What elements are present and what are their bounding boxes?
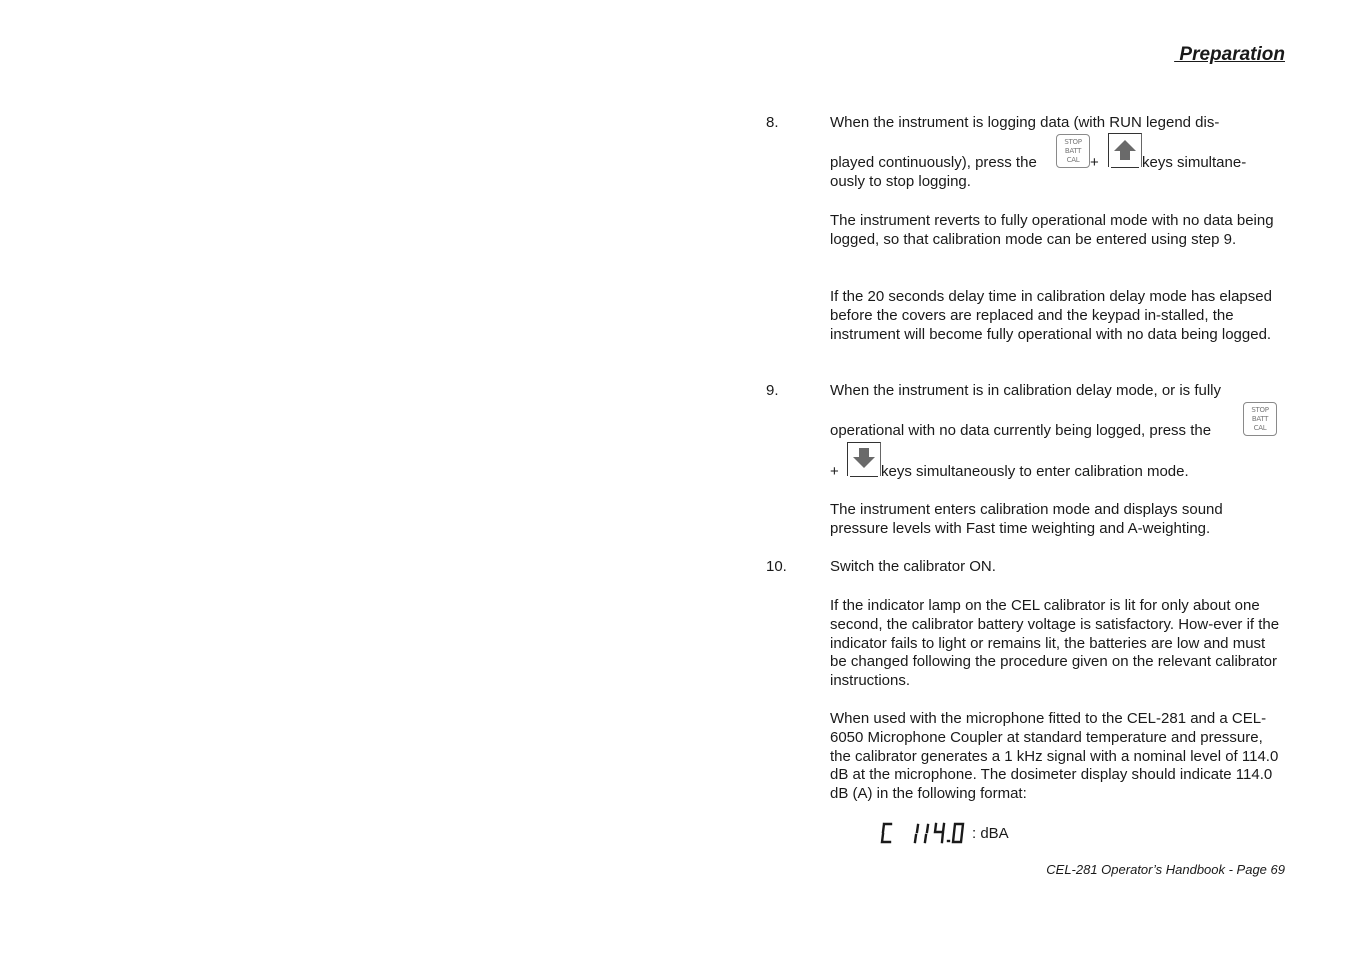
step-number-10: 10. bbox=[766, 558, 787, 575]
step-9-line2-pre: operational with no data currently being logged, press the bbox=[830, 422, 1212, 439]
step-number-8: 8. bbox=[766, 114, 779, 131]
plus-sign: + bbox=[1090, 154, 1099, 171]
stop-batt-cal-key-icon: STOP BATT CAL bbox=[1056, 134, 1090, 168]
step-10-paragraph-1: If the indicator lamp on the CEL calibrator is lit for only about one second, the calibrator battery voltage is satisfactory. How-ever if the indicator fails to light or remains lit, the batteries are low and must be changed following the procedure given on the relevant calibrator instructions. bbox=[830, 597, 1280, 690]
plus-sign: + bbox=[830, 463, 839, 480]
step-8-line2-post: keys simultane- bbox=[1142, 154, 1247, 171]
step-9-paragraph-1: The instrument enters calibration mode and displays sound pressure levels with Fast time weighting and A-weighting. bbox=[830, 501, 1223, 537]
lcd-unit-label: : dBA bbox=[972, 825, 1009, 842]
step-8-line3: ously to stop logging. bbox=[830, 173, 971, 190]
step-9-line1: When the instrument is in calibration delay mode, or is fully bbox=[830, 382, 1222, 399]
step-8-paragraph-2: If the 20 seconds delay time in calibration delay mode has elapsed before the covers are replaced and the keypad in-stalled, the instrument will become fully operational with no data being logged. bbox=[830, 288, 1272, 343]
down-arrow-key-icon bbox=[847, 442, 881, 476]
step-8-paragraph-1: The instrument reverts to fully operational mode with no data being logged, so that calibration mode can be entered using step 9. bbox=[830, 212, 1274, 248]
page-footer: CEL-281 Operator’s Handbook - Page 69 bbox=[1046, 862, 1285, 877]
up-arrow-key-icon bbox=[1108, 133, 1142, 167]
section-title: Preparation bbox=[1174, 44, 1285, 65]
step-8-line1: When the instrument is logging data (with RUN legend dis- bbox=[830, 114, 1220, 131]
step-number-9: 9. bbox=[766, 382, 779, 399]
step-10-line1: Switch the calibrator ON. bbox=[830, 558, 996, 575]
step-9-line3-post: keys simultaneously to enter calibration mode. bbox=[881, 463, 1189, 480]
lcd-display-reading bbox=[880, 821, 970, 847]
stop-batt-cal-key-icon: STOP BATT CAL bbox=[1243, 402, 1277, 436]
step-8-line2-pre: played continuously), press the bbox=[830, 154, 1037, 171]
step-10-paragraph-2: When used with the microphone fitted to the CEL-281 and a CEL-6050 Microphone Coupler at standard temperature and pressure, the calibrator generates a 1 kHz signal with a nominal level of 114.0 dB at the microphone. The dosimeter display should indicate 114.0 dB (A) in the following format: bbox=[830, 710, 1279, 803]
